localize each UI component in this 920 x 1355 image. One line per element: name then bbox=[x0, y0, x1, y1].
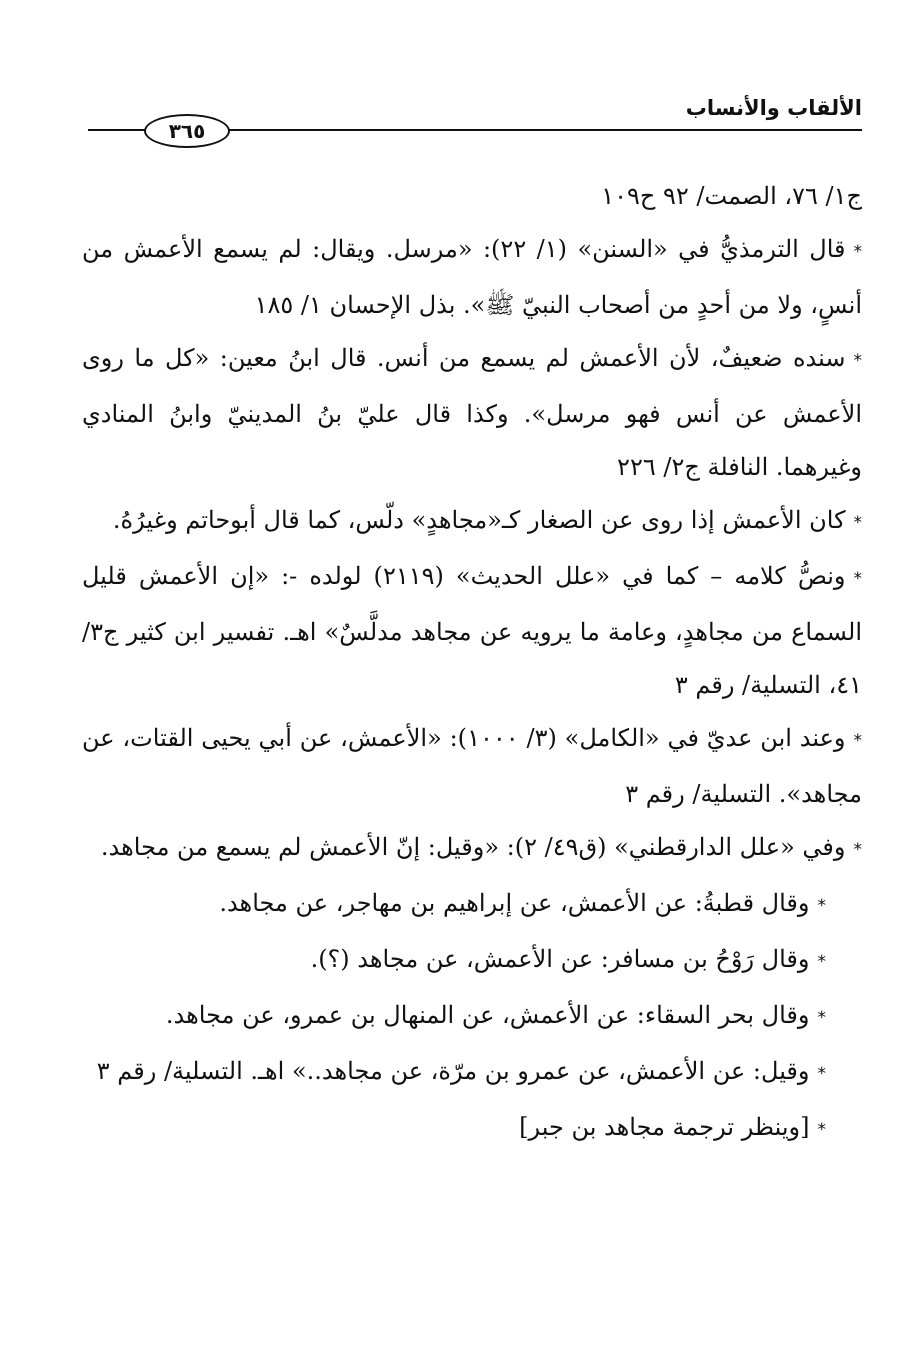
bullet-star-icon: * bbox=[853, 731, 863, 751]
paragraph-text: وقال بحر السقاء: عن الأعمش، عن المنهال بن عمرو، عن مجاهد. bbox=[165, 1001, 810, 1029]
paragraph-0 bbox=[82, 170, 862, 223]
bullet-star-icon: * bbox=[817, 1064, 826, 1084]
paragraph-text: وعند ابن عديّ في «الكامل» (٣/ ١٠٠٠): «الأعمش، عن أبي يحيى القتات، عن مجاهد». التسلية/ رقم ٣ bbox=[82, 724, 862, 808]
paragraph-text: وقال رَوْحُ بن مسافر: عن الأعمش، عن مجاهد (؟). bbox=[310, 945, 810, 973]
paragraph-9 bbox=[82, 989, 862, 1045]
bullet-star-icon: * bbox=[853, 840, 862, 860]
paragraph-text: ونصُّ كلامه – كما في «علل الحديث» (٢١١٩) لولده -: «إن الأعمش قليل السماع من مجاهدٍ، وعامة ما يرويه عن مجاهد مدلَّسٌ» اهـ. تفسير ابن كثير ج٣/ ٤١، التسلية/ رقم ٣ bbox=[82, 562, 862, 699]
paragraph-5 bbox=[82, 712, 862, 821]
bullet-star-icon: * bbox=[853, 513, 862, 533]
bullet-star-icon: * bbox=[853, 242, 862, 262]
paragraph-1 bbox=[82, 223, 862, 332]
paragraph-text: وقال قطبةُ: عن الأعمش، عن إبراهيم بن مهاجر، عن مجاهد. bbox=[219, 889, 810, 917]
paragraph-text: ج١/ ٧٦، الصمت/ ٩٢ ح١٠٩ bbox=[601, 182, 862, 210]
paragraph-text: وفي «علل الدارقطني» (ق٤٩/ ٢): «وقيل: إنّ الأعمش لم يسمع من مجاهد. bbox=[100, 833, 846, 861]
paragraph-text: قال الترمذيُّ في «السنن» (١/ ٢٢): «مرسل. ويقال: لم يسمع الأعمش من أنسٍ، ولا من أحدٍ من أصحاب النبيّ ﷺ». بذل الإحسان ١/ ١٨٥ bbox=[82, 235, 862, 319]
bullet-star-icon: * bbox=[817, 1008, 826, 1028]
paragraph-11 bbox=[82, 1101, 862, 1157]
page-number-badge: ٣٦٥ bbox=[144, 114, 230, 148]
paragraph-4 bbox=[82, 550, 862, 712]
paragraph-text: [وينظر ترجمة مجاهد بن جبر] bbox=[519, 1113, 810, 1141]
page-header bbox=[88, 92, 862, 152]
bullet-star-icon: * bbox=[817, 952, 826, 972]
paragraph-10 bbox=[82, 1045, 862, 1101]
page-body bbox=[82, 170, 862, 1157]
paragraph-3 bbox=[82, 494, 862, 550]
bullet-star-icon: * bbox=[817, 896, 826, 916]
bullet-star-icon: * bbox=[853, 569, 863, 589]
paragraph-7 bbox=[82, 877, 862, 933]
paragraph-text: سنده ضعيفٌ، لأن الأعمش لم يسمع من أنس. قال ابنُ معين: «كل ما روى الأعمش عن أنس فهو مرسل». وكذا قال عليّ بنُ المدينيّ وابنُ المنادي وغيرهما. النافلة ج٢/ ٢٢٦ bbox=[82, 344, 863, 481]
paragraph-2 bbox=[82, 332, 862, 494]
paragraph-text: وقيل: عن الأعمش، عن عمرو بن مرّة، عن مجاهد..» اهـ. التسلية/ رقم ٣ bbox=[96, 1057, 810, 1085]
paragraph-8 bbox=[82, 933, 862, 989]
bullet-star-icon: * bbox=[817, 1120, 826, 1140]
bullet-star-icon: * bbox=[853, 351, 862, 371]
paragraph-text: كان الأعمش إذا روى عن الصغار كـ«مجاهدٍ» دلّس، كما قال أبوحاتم وغيرُهُ. bbox=[112, 506, 846, 534]
paragraph-6 bbox=[82, 821, 862, 877]
running-title: الألقاب والأنساب bbox=[685, 96, 862, 120]
